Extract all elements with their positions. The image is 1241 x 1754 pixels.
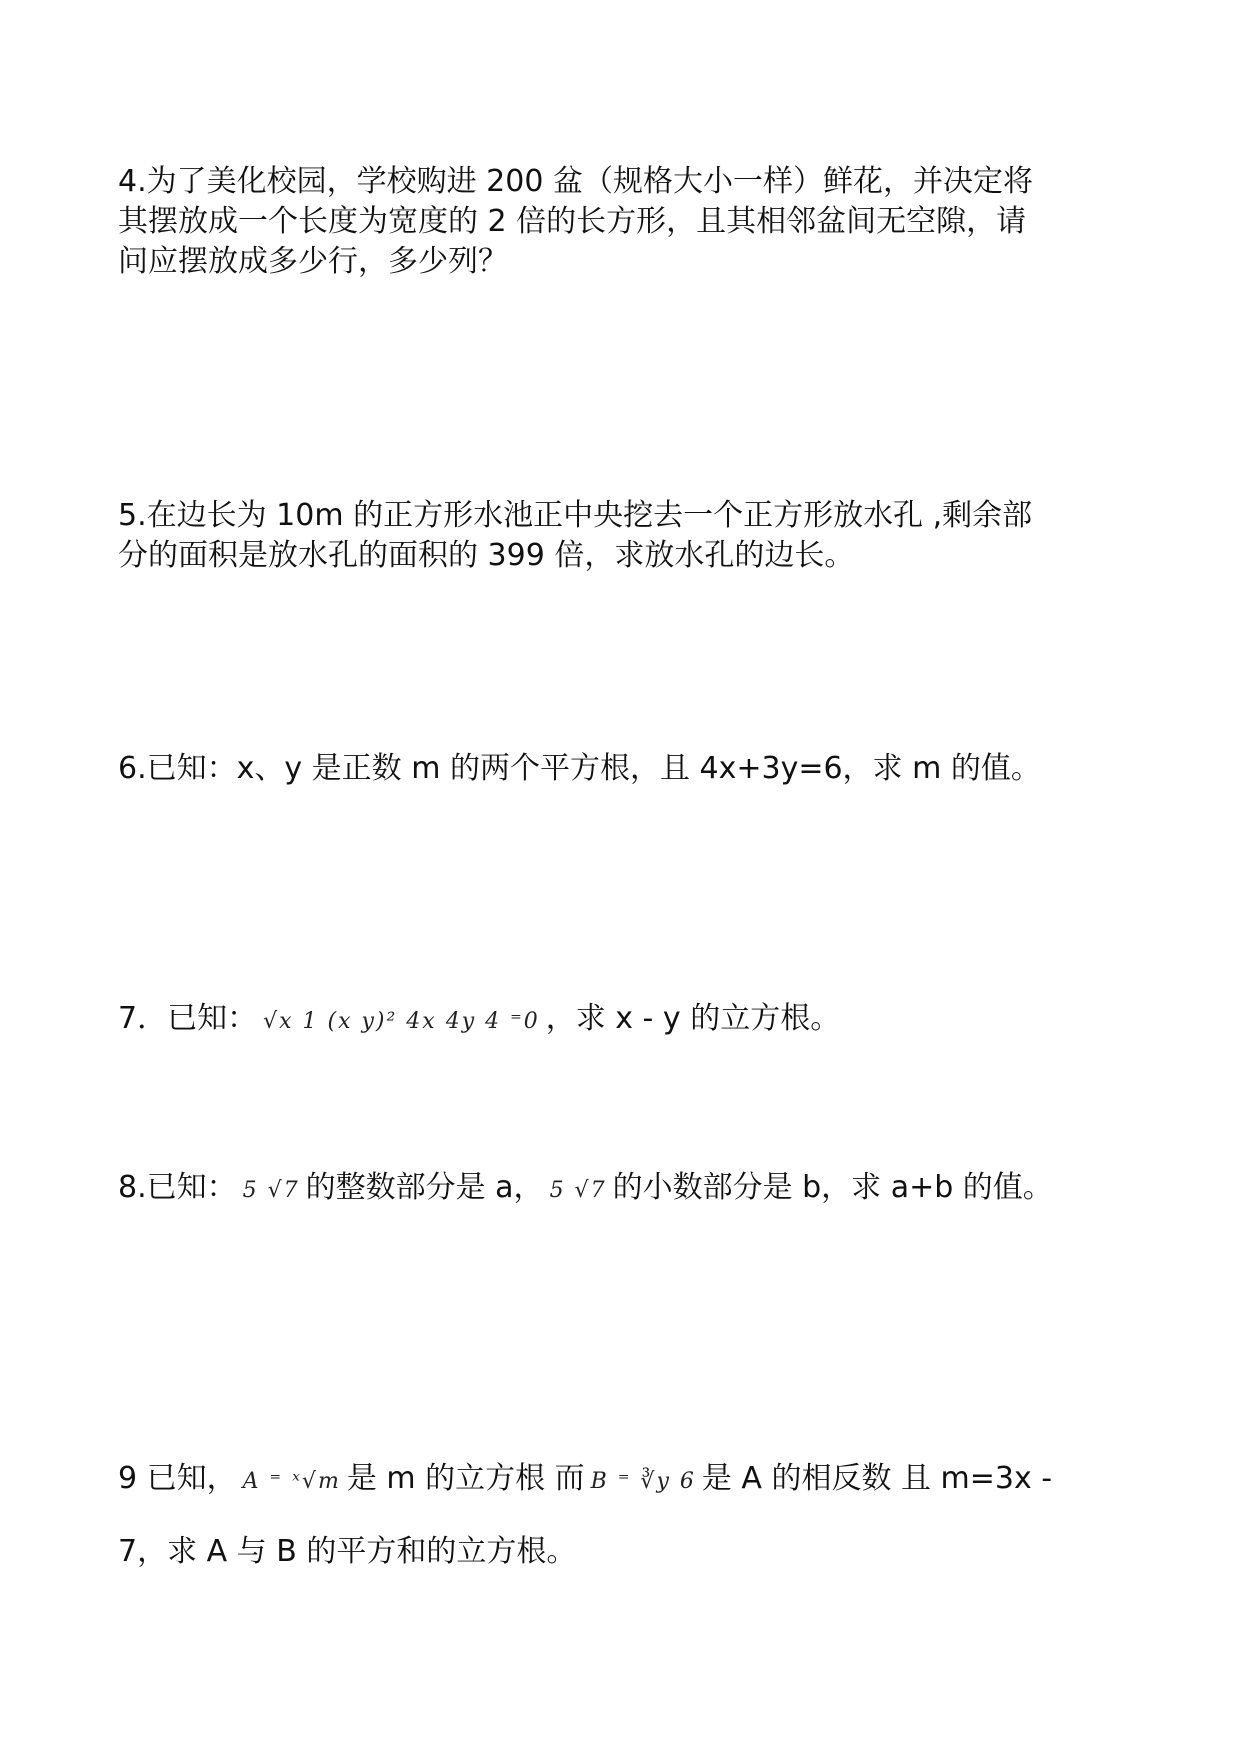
problem-8-prefix: 8.已知： <box>118 1170 237 1205</box>
problem-5-line-2: 分的面积是放水孔的面积的 399 倍，求放水孔的边长。 <box>118 538 855 573</box>
problem-7-prefix: 7．已知： <box>118 1001 258 1036</box>
problem-7-line <box>118 999 1128 1042</box>
problem-8-suffix: 的小数部分是 b，求 a+b 的值。 <box>612 1170 1053 1205</box>
problem-7-suffix: ，求 x - y 的立方根。 <box>545 1001 841 1036</box>
problem-8-line <box>118 1168 1128 1211</box>
problem-4-line-2: 其摆放成一个长度为宽度的 2 倍的长方形，且其相邻盆间无空隙，请 <box>118 204 1027 239</box>
problem-8-formula-1: 5 √7 <box>242 1178 300 1203</box>
problem-7 <box>118 999 1128 1042</box>
problem-4-line-3: 问应摆放成多少行，多少列？ <box>118 244 508 279</box>
problem-4 <box>118 162 1128 282</box>
problem-8-middle: 的整数部分是 a， <box>305 1170 544 1205</box>
problem-5 <box>118 496 1128 576</box>
problem-6 <box>118 749 1128 789</box>
problem-9-middle-1: 是 m 的立方根 而 <box>346 1461 585 1496</box>
problem-9-prefix: 9 已知， <box>118 1461 237 1496</box>
problem-9 <box>118 1444 1128 1587</box>
problem-7-formula: √x 1 (x y)² 4x 4y 4 ⁼0 <box>263 1009 540 1034</box>
problem-8 <box>118 1168 1128 1211</box>
problem-9-formula-1: A ⁼ ˣ√m <box>242 1469 341 1494</box>
problem-9-formula-2: B ⁼ ∛y 6 <box>590 1469 696 1494</box>
problem-6-text: 6.已知：x、y 是正数 m 的两个平方根，且 4x+3y=6，求 m 的值。 <box>118 751 1041 786</box>
problem-8-formula-2: 5 √7 <box>549 1178 607 1203</box>
problem-9-middle-2: 是 A 的相反数 且 m=3x - <box>701 1461 1053 1496</box>
problem-9-line-2: 7，求 A 与 B 的平方和的立方根。 <box>118 1534 577 1569</box>
problem-9-line-1 <box>118 1444 1128 1517</box>
problem-4-line-1: 4.为了美化校园，学校购进 200 盆（规格大小一样）鲜花，并决定将 <box>118 164 1033 199</box>
problem-5-line-1: 5.在边长为 10m 的正方形水池正中央挖去一个正方形放水孔 ,剩余部 <box>118 498 1033 533</box>
